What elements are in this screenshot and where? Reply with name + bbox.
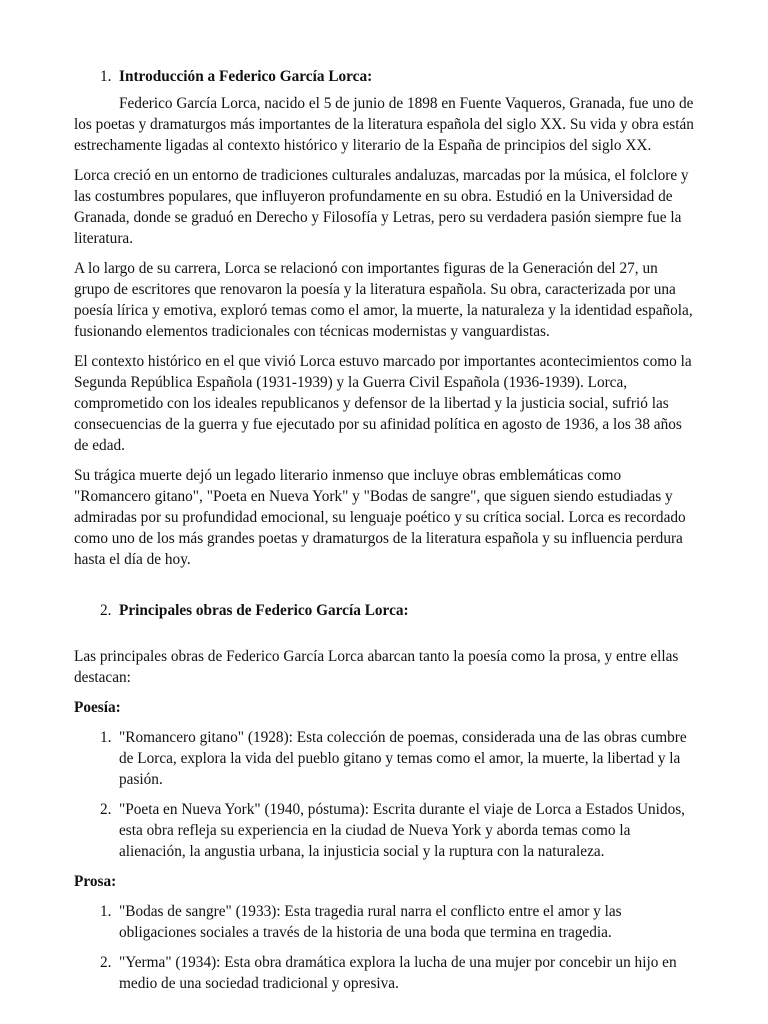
- section-2-intro: Las principales obras de Federico García Lorca abarcan tanto la poesía como la prosa, y entre ellas destacan:: [74, 648, 679, 686]
- section-1-paragraph: A lo largo de su carrera, Lorca se relacionó con importantes figuras de la Generación del 27, un grupo de escritores que renovaron la poesía y la literatura española. Su obra, caracterizada por una poesía lírica y emotiva, exploró temas como el amor, la muerte, la naturaleza y la identidad española, fusionando elementos tradicionales con técnicas modernistas y vanguardistas.: [74, 260, 693, 340]
- section-1-paragraph: Su trágica muerte dejó un legado literario inmenso que incluye obras emblemáticas como "Romancero gitano", "Poeta en Nueva York" y "Bodas de sangre", que siguen siendo estudiadas y admiradas por su profundidad emocional, su lenguaje poético y su crítica social. Lorca es recordado como uno de los más grandes poetas y dramaturgos de la literatura española y su influencia perdura hasta el día de hoy.: [74, 467, 686, 568]
- section-2-heading: [100, 600, 694, 621]
- prosa-list: [74, 901, 694, 994]
- list-item: [74, 952, 694, 994]
- list-item-text: "Romancero gitano" (1928): Esta colección de poemas, considerada una de las obras cumbre de Lorca, explora la vida del pueblo gitano y temas como el amor, la muerte, la libertad y la pasión.: [119, 729, 687, 788]
- document-page: [74, 66, 694, 1003]
- list-item-number: 1.: [100, 903, 112, 920]
- list-item: [74, 727, 694, 790]
- list-item-number: 1.: [100, 729, 112, 746]
- section-1-title: Introducción a Federico García Lorca:: [119, 68, 373, 85]
- section-1-number: 1.: [100, 68, 112, 85]
- section-1-paragraph: El contexto histórico en el que vivió Lorca estuvo marcado por importantes acontecimientos como la Segunda República Española (1931-1939) y la Guerra Civil Española (1936-1939). Lorca, comprometido con los ideales republicanos y defensor de la libertad y la justicia social, sufrió las consecuencias de la guerra y fue ejecutado por su afinidad política en agosto de 1936, a los 38 años de edad.: [74, 353, 692, 454]
- list-item-number: 2.: [100, 801, 112, 818]
- section-gap: [74, 579, 694, 600]
- section-gap: [74, 627, 694, 646]
- poesia-list: [74, 727, 694, 862]
- list-item-text: "Poeta en Nueva York" (1940, póstuma): Escrita durante el viaje de Lorca a Estados Unidos, esta obra refleja su experiencia en la ciudad de Nueva York y aborda temas como la alienación, la angustia urbana, la injusticia social y la ruptura con la naturaleza.: [119, 801, 686, 860]
- section-1-heading: [100, 66, 694, 87]
- section-2-title: Principales obras de Federico García Lorca:: [119, 602, 409, 619]
- list-item: [74, 901, 694, 943]
- list-item-text: "Bodas de sangre" (1933): Esta tragedia rural narra el conflicto entre el amor y las obligaciones sociales a través de la historia de una boda que termina en tragedia.: [119, 903, 622, 941]
- list-item-text: "Yerma" (1934): Esta obra dramática explora la lucha de una mujer por concebir un hijo en medio de una sociedad tradicional y opresiva.: [119, 954, 677, 992]
- section-1-paragraph: Federico García Lorca, nacido el 5 de junio de 1898 en Fuente Vaqueros, Granada, fue uno de los poetas y dramaturgos más importantes de la literatura española del siglo XX. Su vida y obra están estrechamente ligadas al contexto histórico y literario de la España de principios del siglo XX.: [74, 95, 694, 154]
- poesia-subheading: Poesía:: [74, 699, 121, 716]
- list-item-number: 2.: [100, 954, 112, 971]
- prosa-subheading: Prosa:: [74, 873, 117, 890]
- section-1-paragraph: Lorca creció en un entorno de tradiciones culturales andaluzas, marcadas por la música, el folclore y las costumbres populares, que influyeron profundamente en su obra. Estudió en la Universidad de Granada, donde se graduó en Derecho y Filosofía y Letras, pero su verdadera pasión siempre fue la literatura.: [74, 167, 689, 247]
- list-item: [74, 799, 694, 862]
- section-2-number: 2.: [100, 602, 112, 619]
